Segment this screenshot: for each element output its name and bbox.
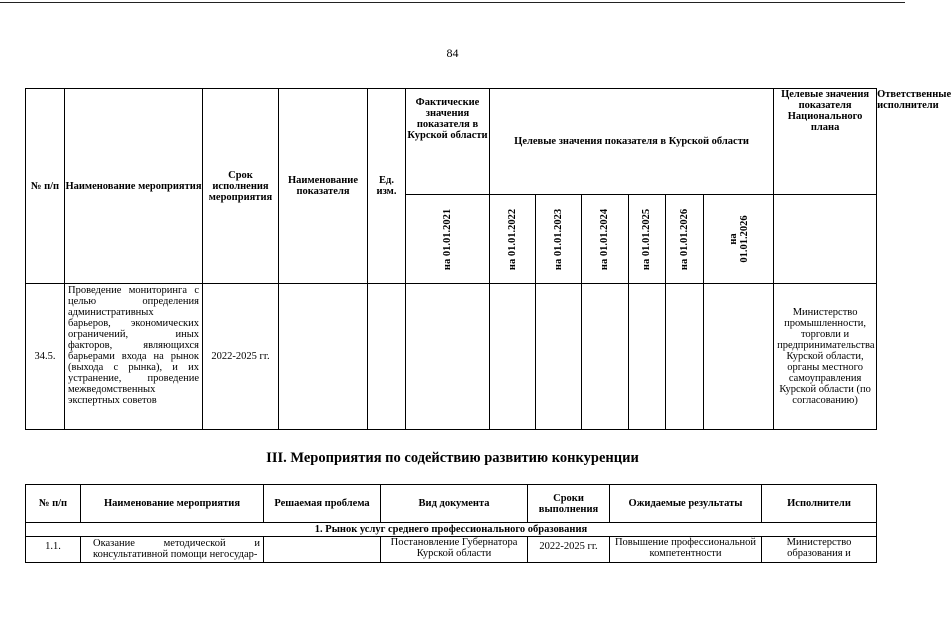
t2-row-executors: Министерство образования и — [762, 537, 877, 563]
header-measure-name: Наименование мероприятия — [65, 89, 203, 284]
t2-header-problem: Решаемая проблема — [264, 485, 381, 523]
row-value-2026 — [666, 284, 704, 430]
date-2025: на 01.01.2025 — [629, 195, 666, 284]
t2-row-doc-type: Постановление Губернатора Курской области — [381, 537, 528, 563]
date-actual: на 01.01.2021 — [406, 195, 490, 284]
t2-row-num: 1.1. — [26, 537, 81, 563]
indicators-table: № п/п Наименование мероприятия Срок исполнения мероприятия Наименование показателя Ед. изм. Фактические значения показателя в Курской области Целевые значения показателя в Курской области Целевые значения показателя Национального плана Ответственные исполнители на 01.01.2021 на 01.01.2022 на 01.01.2023 на 01.01.2024 на 01.01.2025 на 01.01.2026 на 01.01.2026 34.5. Проведение мониторинга с целью определения административных барьеров, экономических ограничений, иных факторов, являющихся барьерами входа на рынок (выхода с рынка), и их устранение, проведение межведомственных экспертных советов 2022-2025 гг. Министерство промышленности, торговли и предпринимательства Курской области, органы местного самоуправления Курской области (по согласованию) — [25, 88, 877, 430]
row-unit — [368, 284, 406, 430]
header-target-region: Целевые значения показателя в Курской области — [490, 89, 774, 195]
row-measure: Проведение мониторинга с целью определения административных барьеров, экономических ограничений, иных факторов, являющихся барьерами входа на рынок (выхода с рынка), и их устранение, проведение межведомственных экспертных советов — [65, 284, 203, 430]
t2-header-executors: Исполнители — [762, 485, 877, 523]
date-2026: на 01.01.2026 — [666, 195, 704, 284]
row-actual-value — [406, 284, 490, 430]
section-title: III. Мероприятия по содействию развитию конкуренции — [266, 450, 639, 466]
row-term: 2022-2025 гг. — [203, 284, 279, 430]
date-2024: на 01.01.2024 — [582, 195, 629, 284]
row-num: 34.5. — [26, 284, 65, 430]
header-target-national: Целевые значения показателя Национального плана — [774, 89, 877, 195]
row-value-2025 — [629, 284, 666, 430]
t2-row-measure: Оказание методической и консультативной помощи негосудар- — [81, 537, 264, 563]
page-number: 84 — [446, 46, 459, 60]
header-actual: Фактические значения показателя в Курской области — [406, 89, 490, 195]
t2-header-results: Ожидаемые результаты — [610, 485, 762, 523]
top-border-line — [0, 2, 905, 3]
t2-row-term: 2022-2025 гг. — [528, 537, 610, 563]
t2-row-problem — [264, 537, 381, 563]
competition-measures-table — [25, 484, 877, 563]
table-row — [26, 537, 877, 563]
t2-header-measure-name: Наименование мероприятия — [81, 485, 264, 523]
row-responsible: Министерство промышленности, торговли и предпринимательства Курской области, органы местного самоуправления Курской области (по согласованию) — [774, 284, 877, 430]
t2-header-num: № п/п — [26, 485, 81, 523]
row-value-2022 — [490, 284, 536, 430]
date-2022: на 01.01.2022 — [490, 195, 536, 284]
header-term: Срок исполнения мероприятия — [203, 89, 279, 284]
row-value-2023 — [536, 284, 582, 430]
t2-header-term: Сроки выполнения — [528, 485, 610, 523]
group-heading: 1. Рынок услуг среднего профессионального образования — [26, 523, 877, 537]
header-num: № п/п — [26, 89, 65, 284]
table-row — [26, 284, 877, 430]
date-national: на 01.01.2026 — [704, 195, 774, 284]
t2-row-results: Повышение профессиональной компетентности — [610, 537, 762, 563]
row-value-national — [704, 284, 774, 430]
header-unit: Ед. изм. — [368, 89, 406, 284]
t2-header-doc-type: Вид документа — [381, 485, 528, 523]
row-indicator-name — [279, 284, 368, 430]
header-indicator-name: Наименование показателя — [279, 89, 368, 284]
date-2023: на 01.01.2023 — [536, 195, 582, 284]
row-value-2024 — [582, 284, 629, 430]
